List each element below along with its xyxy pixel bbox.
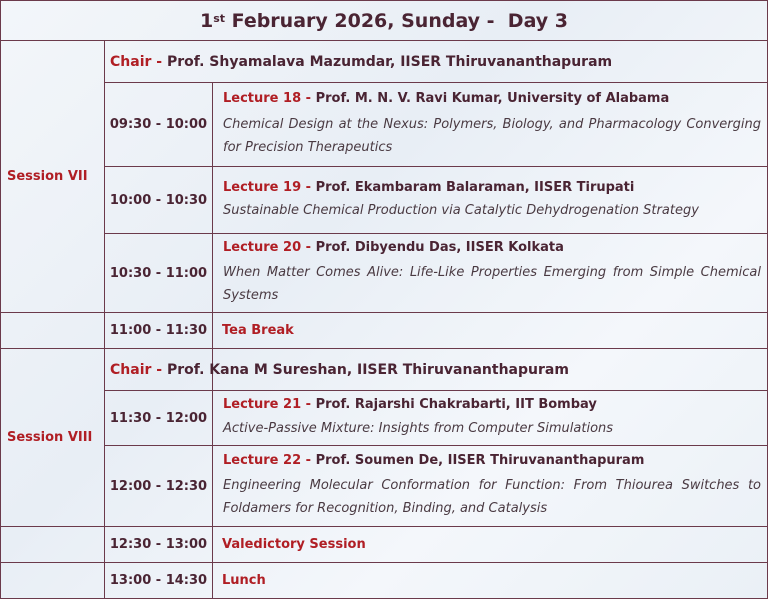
lecture-22 — [213, 450, 767, 526]
lecture-title: Engineering Molecular Conformation for Function: From Thiourea Switches to Foldamers for Recognition, Binding, and Catalysis — [223, 478, 761, 516]
lecture-21 — [213, 394, 767, 445]
session-vii-label — [1, 41, 104, 312]
time-slot — [105, 563, 212, 598]
time-slot — [105, 83, 212, 166]
time-slot — [105, 313, 212, 348]
chair-label: Chair — [110, 361, 152, 378]
page-title — [0, 0, 768, 41]
lecture-number: Lecture 22 — [223, 453, 302, 468]
chair-label: Chair — [110, 53, 152, 70]
lecture-number: Lecture 18 — [223, 91, 302, 106]
lecture-sep: - — [301, 397, 316, 412]
lecture-number: Lecture 19 — [223, 180, 302, 195]
time-text: 11:30 - 12:00 — [109, 410, 208, 426]
lecture-sep: - — [301, 240, 316, 255]
lecture-number: Lecture 21 — [223, 397, 302, 412]
lecture-speaker: Prof. Dibyendu Das, IISER Kolkata — [315, 240, 564, 255]
lecture-heading — [223, 450, 761, 472]
lecture-heading — [223, 237, 761, 259]
time-slot — [105, 167, 212, 233]
lecture-heading — [223, 394, 761, 416]
session-viii-chair — [110, 349, 760, 390]
lecture-title: When Matter Comes Alive: Life-Like Properties Emerging from Simple Chemical Systems — [223, 265, 761, 303]
time-text: 12:00 - 12:30 — [109, 478, 208, 494]
chair-name: Prof. Shyamalava Mazumdar, IISER Thiruvananthapuram — [166, 53, 613, 70]
chair-sep: - — [151, 53, 167, 70]
lecture-speaker: Prof. M. N. V. Ravi Kumar, University of Alabama — [315, 91, 670, 106]
session-vii-text: Session VII — [7, 169, 88, 184]
lecture-sep: - — [301, 91, 316, 106]
lecture-heading — [223, 88, 761, 110]
lecture-title: Chemical Design at the Nexus: Polymers, Biology, and Pharmacology Converging for Precision Therapeutics — [223, 117, 761, 155]
time-slot — [105, 527, 212, 562]
time-text: 09:30 - 10:00 — [109, 117, 208, 132]
lecture-heading — [223, 177, 761, 199]
time-slot — [105, 234, 212, 312]
tea-break-label: Tea Break — [222, 323, 294, 338]
lecture-18 — [213, 88, 767, 166]
time-text: 12:30 - 13:00 — [109, 537, 208, 552]
time-slot — [105, 391, 212, 445]
tea-break — [222, 313, 762, 348]
chair-name: Prof. Kana M Sureshan, IISER Thiruvananthapuram — [166, 361, 569, 378]
session-vii-chair — [110, 41, 760, 82]
lecture-number: Lecture 20 — [223, 240, 302, 255]
lecture-sep: - — [301, 180, 316, 195]
lecture-sep: - — [301, 453, 316, 468]
time-slot — [105, 446, 212, 526]
title-day: 1 — [199, 9, 214, 32]
time-text: 13:00 - 14:30 — [109, 573, 208, 588]
valedictory-label: Valedictory Session — [222, 537, 366, 552]
lecture-speaker: Prof. Soumen De, IISER Thiruvananthapuram — [315, 453, 645, 468]
lecture-19 — [213, 177, 767, 233]
lecture-20 — [213, 237, 767, 312]
title-ordinal: st — [213, 12, 225, 25]
chair-sep: - — [151, 361, 167, 378]
lecture-title: Active-Passive Mixture: Insights from Computer Simulations — [223, 421, 614, 436]
time-text: 11:00 - 11:30 — [109, 323, 208, 338]
time-text: 10:30 - 11:00 — [109, 265, 208, 281]
lunch-label: Lunch — [222, 573, 266, 588]
lecture-speaker: Prof. Ekambaram Balaraman, IISER Tirupati — [315, 180, 635, 195]
valedictory-session — [222, 527, 762, 562]
time-text: 10:00 - 10:30 — [109, 192, 208, 208]
lunch — [222, 563, 762, 598]
lecture-speaker: Prof. Rajarshi Chakrabarti, IIT Bombay — [315, 397, 597, 412]
lecture-title: Sustainable Chemical Production via Catalytic Dehydrogenation Strategy — [223, 203, 699, 218]
title-rest: February 2026, Sunday - Day 3 — [225, 9, 569, 32]
session-viii-text: Session VIII — [7, 430, 93, 445]
session-viii-label — [1, 349, 104, 526]
